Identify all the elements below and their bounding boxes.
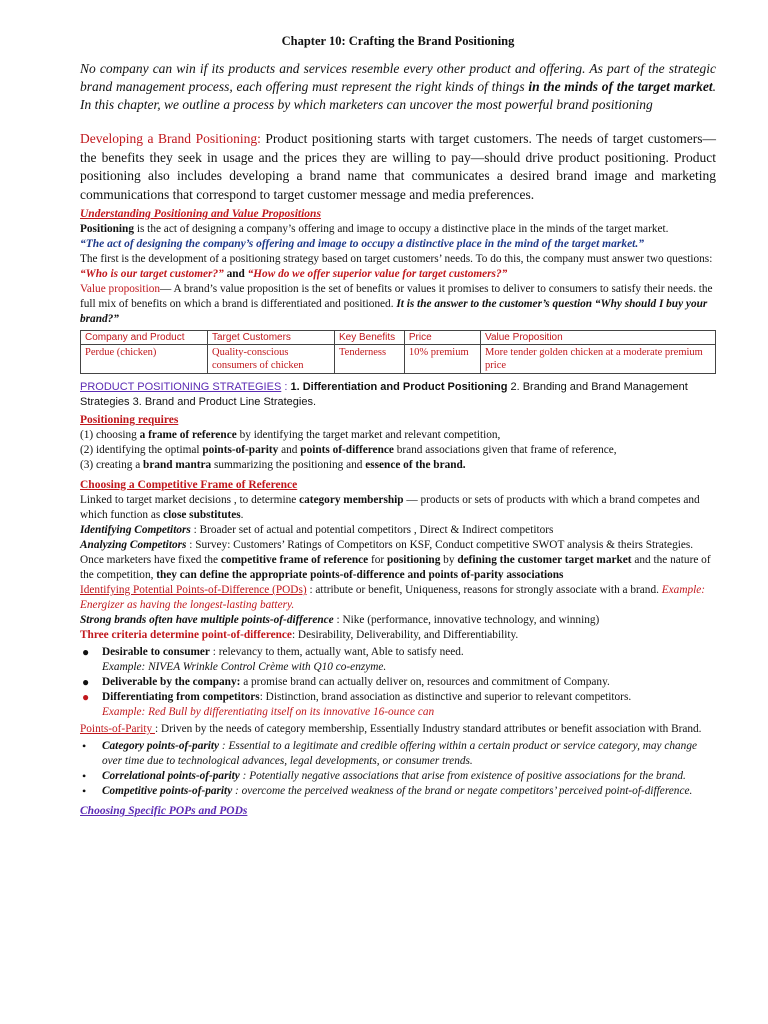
req3-c: summarizing the positioning and (211, 459, 366, 471)
table-cell: 10% premium (404, 345, 480, 374)
once-8: they can define the appropriate points-of-difference and points of-parity associations (156, 569, 564, 581)
two-questions (80, 252, 716, 282)
pod-text: : attribute or benefit, Uniqueness, reasons for strongly associate with a brand. (306, 584, 662, 596)
once-5: by (440, 554, 458, 566)
positioning-term: Positioning (80, 223, 134, 235)
positioning-quote: “The act of designing the company’s offering and image to occupy a distinctive place in the mind of the target market.” (80, 238, 644, 250)
intro-text: No company can win if its products and services resemble every other product and offering. As part of the strategic brand management process, each offering must represent the right kinds of things (80, 61, 716, 94)
document-page (80, 34, 716, 819)
requires-item-3 (80, 458, 716, 473)
req3-a: (3) creating a (80, 459, 144, 471)
criteria-heading: Three criteria determine point-of-difference (80, 629, 292, 641)
positioning-definition (80, 222, 716, 237)
frame-paragraph (80, 493, 716, 523)
ic-text: : Broader set of actual and potential competitors , Direct & Indirect competitors (190, 524, 554, 536)
identifying-competitors (80, 523, 716, 538)
bullet-dot-icon: ● (82, 645, 90, 659)
value-proposition-paragraph (80, 282, 716, 327)
and-text: and (226, 268, 245, 280)
pop-list (80, 739, 716, 799)
pop-paragraph (80, 722, 716, 737)
pop-item-text: : overcome the perceived weakness of the brand or negate competitors’ perceived point-of-difference. (232, 785, 693, 797)
req3-d: essence of the brand. (365, 459, 466, 471)
criteria-item-text: a promise brand can actually deliver on, resources and commitment of Company. (240, 676, 610, 688)
developing-paragraph (80, 130, 716, 204)
list-item (80, 675, 716, 690)
pod-example: Example: Energizer as having the longest-lasting battery. (80, 584, 706, 611)
list-item (80, 769, 716, 784)
pps-item-1: 1. Differentiation and Product Positioning (290, 381, 508, 393)
pop-heading: Points-of-Parity (80, 723, 155, 735)
list-item (80, 645, 716, 675)
table-header: Target Customers (208, 331, 335, 345)
ic-term: Identifying Competitors (80, 524, 191, 536)
positioning-requires-heading: Positioning requires (80, 414, 179, 426)
requires-item-2 (80, 443, 716, 458)
req2-b: points-of-parity (202, 444, 279, 456)
page-title: Chapter 10: Crafting the Brand Positioning (281, 34, 515, 48)
once-7: and the nature of the competition, (80, 554, 711, 581)
req2-a: (2) identifying the optimal (80, 444, 203, 456)
frame-e: . (240, 509, 244, 521)
req1-b: a frame of reference (139, 429, 237, 441)
ac-term: Analyzing Competitors (80, 539, 187, 551)
value-prop-dash: — (160, 283, 174, 295)
criteria-item-text: : relevancy to them, actually want, Able to satisfy need. (209, 646, 464, 658)
once-6: defining the customer target market (457, 554, 632, 566)
intro-bold: in the minds of the target market (528, 79, 713, 94)
list-item (80, 690, 716, 720)
table-header: Key Benefits (335, 331, 405, 345)
pop-item-term: Category points-of-parity (102, 740, 220, 752)
table-cell: Quality-conscious consumers of chicken (208, 345, 335, 374)
pps-heading: PRODUCT POSITIONING STRATEGIES (80, 381, 282, 393)
criteria-list (80, 645, 716, 720)
ac-text: : Survey: Customers’ Ratings of Competitors on KSF, Conduct competitive SWOT analysis & theirs Strategies. (186, 539, 694, 551)
req2-e: brand associations given that frame of reference, (393, 444, 617, 456)
choosing-pops-pods-heading: Choosing Specific POPs and PODs (80, 805, 248, 817)
req2-d: points of-difference (300, 444, 394, 456)
pop-item-text: : Essential to a legitimate and credible offering within a certain product or service category, may change over time due to technological advances, legal developments, or consumer trends. (102, 740, 697, 767)
frame-b: category membership (299, 494, 404, 506)
intro-paragraph (80, 60, 716, 114)
pod-heading: Identifying Potential Points-of-Difference (PODs) (80, 584, 307, 596)
developing-text: Product positioning starts with target customers. The needs of target customers—the benefits they seek in usage and the prices they are willing to pay—should drive product positioning. Product positioning also includes developing a brand name that communicates a desired brand image and marketing communications that correspond to target customer message and media preferences. (80, 131, 717, 202)
req2-c: and (278, 444, 301, 456)
requires-item-1 (80, 428, 716, 443)
value-prop-text: A brand’s value proposition is the set of benefits or values it promises to deliver to consumers to satisfy their needs. the full mix of benefits on which a brand is differentiated and positioned. (80, 283, 713, 310)
value-prop-question: It is the answer to the customer’s question “Why should I buy your brand?” (80, 298, 708, 325)
first-text: The first is the development of a positioning strategy based on target customers’ needs. To do this, the company must answer two questions: (80, 253, 713, 265)
table-header-row (81, 331, 716, 345)
table-row (81, 345, 716, 374)
table-cell: Perdue (chicken) (81, 345, 208, 374)
once-4: positioning (386, 554, 441, 566)
req3-b: brand mantra (143, 459, 212, 471)
once-3: for (368, 554, 387, 566)
list-item (80, 739, 716, 769)
question-1: “Who is our target customer?” (80, 268, 227, 280)
question-2: “How do we offer superior value for target customers?” (244, 268, 508, 280)
strong-brands (80, 613, 716, 628)
frame-of-reference-heading: Choosing a Competitive Frame of Reference (80, 479, 298, 491)
small-bullet-icon: • (82, 784, 87, 798)
table-header: Company and Product (81, 331, 208, 345)
criteria-item-example: Example: NIVEA Wrinkle Control Crème with Q10 co-enzyme. (102, 661, 387, 673)
pop-item-term: Competitive points-of-parity (102, 785, 233, 797)
understanding-heading: Understanding Positioning and Value Propositions (80, 208, 321, 220)
analyzing-competitors (80, 538, 716, 553)
small-bullet-icon: • (82, 769, 87, 783)
criteria-text: : Desirability, Deliverability, and Differentiability. (291, 629, 519, 641)
criteria-item-term: Deliverable by the company: (102, 676, 241, 688)
developing-heading: Developing a Brand Positioning: (80, 131, 261, 146)
product-positioning-strategies (80, 380, 716, 410)
pop-item-term: Correlational points-of-parity (102, 770, 240, 782)
list-item (80, 784, 716, 799)
pps-rest: 2. Branding and Brand Management Strategies 3. Brand and Product Line Strategies. (80, 381, 688, 408)
value-proposition-table (80, 330, 716, 374)
pop-text: : Driven by the needs of category membership, Essentially Industry standard attributes or benefit association with Brand. (155, 723, 702, 735)
table-header: Value Proposition (481, 331, 716, 345)
criteria-item-example: Example: Red Bull by differentiating itself on its innovative 16-ounce can (102, 706, 435, 718)
value-prop-term: Value proposition (80, 283, 161, 295)
table-cell: More tender golden chicken at a moderate premium price (481, 345, 716, 374)
once-1: Once marketers have fixed the (80, 554, 221, 566)
frame-c: — products or sets of products with which a brand competes and which function as (80, 494, 700, 521)
pps-colon: : (281, 381, 291, 393)
intro-text-end: . In this chapter, we outline a process by which marketers can uncover the most powerful brand positioning (80, 79, 717, 112)
positioning-def: is the act of designing a company’s offering and image to occupy a distinctive place in the minds of the target market. (134, 223, 669, 235)
criteria-paragraph (80, 628, 716, 643)
frame-a: Linked to target market decisions , to determine (80, 494, 300, 506)
criteria-item-term: Desirable to consumer (102, 646, 210, 658)
criteria-item-text: : Distinction, brand association as distinctive and superior to relevant competitors. (259, 691, 632, 703)
table-header: Price (404, 331, 480, 345)
bullet-dot-icon: ● (82, 675, 90, 689)
once-2: competitive frame of reference (220, 554, 369, 566)
nike-text: : Nike (performance, innovative technology, and winning) (333, 614, 600, 626)
req1-c: by identifying the target market and relevant competition, (236, 429, 501, 441)
criteria-item-term: Differentiating from competitors (102, 691, 260, 703)
pop-item-text: : Potentially negative associations that arise from existence of positive associations for the brand. (239, 770, 686, 782)
small-bullet-icon: • (82, 739, 87, 753)
req1-a: (1) choosing (80, 429, 140, 441)
once-marketers-paragraph (80, 553, 716, 583)
bullet-dot-icon: ● (82, 690, 90, 704)
strong-term: Strong brands often have multiple points-of-difference (80, 614, 334, 626)
pod-paragraph (80, 583, 716, 613)
frame-d: close substitutes (163, 509, 241, 521)
table-cell: Tenderness (335, 345, 405, 374)
